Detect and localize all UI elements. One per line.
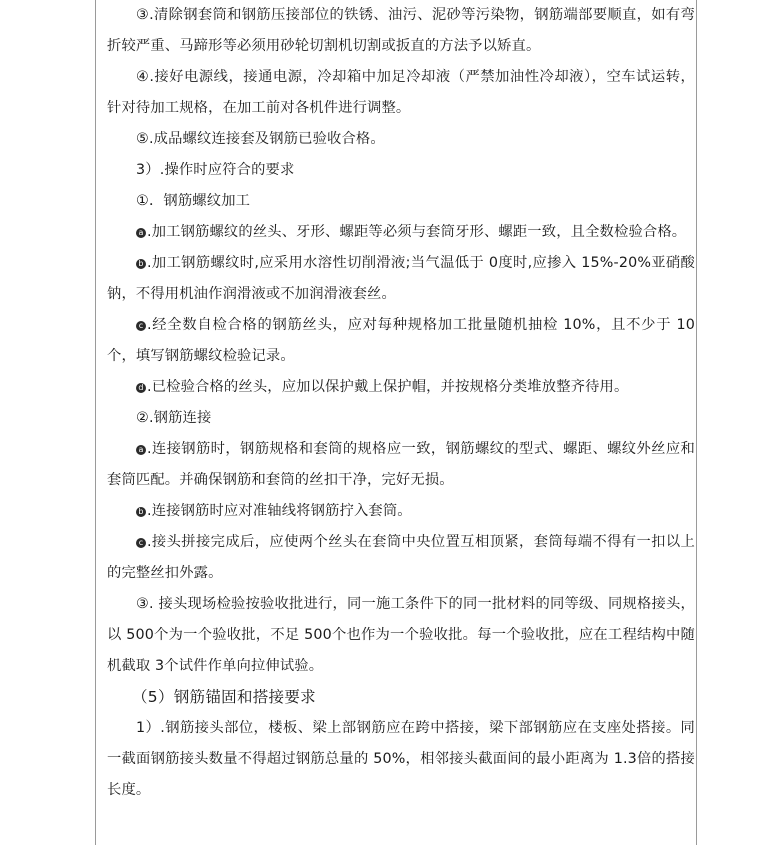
paragraph-processing-c: c .经全数自检合格的钢筋丝头，应对每种规格加工批量随机抽检 10%，且不少于 10个，填写钢筋螺纹检验记录。 — [107, 317, 695, 364]
bullet-marker-icon: d — [136, 383, 146, 393]
bullet-marker-icon: c — [136, 321, 146, 331]
bullet-marker-icon: a — [136, 445, 146, 455]
subheading-operation-requirements: 3）.操作时应符合的要求 — [136, 162, 295, 178]
subheading-rebar-connection: ②.钢筋连接 — [136, 410, 212, 426]
paragraph-processing-d: d .已检验合格的丝头，应加以保护戴上保护帽，并按规格分类堆放整齐待用。 — [107, 372, 695, 403]
bullet-marker-icon: b — [136, 507, 146, 517]
paragraph-processing-b: b .加工钢筋螺纹时,应采用水溶性切削滑液;当气温低于 0度时,应掺入 15%-20%亚硝酸钠，不得用机油作润滑液或不加润滑液套丝。 — [107, 255, 695, 302]
bullet-marker-icon: b — [136, 259, 146, 269]
bullet-marker-icon: c — [136, 538, 146, 548]
subheading-thread-processing: ①．钢筋螺纹加工 — [136, 193, 251, 209]
paragraph-5: ⑤.成品螺纹连接套及钢筋已验收合格。 — [136, 131, 385, 147]
paragraph-joint-location: 1）.钢筋接头部位，楼板、梁上部钢筋应在跨中搭接，梁下部钢筋应在支座处搭接。同一截面钢筋接头数量不得超过钢筋总量的 50%，相邻接头截面间的最小距离为 1.3倍的搭接长度。 — [107, 720, 695, 798]
paragraph-connection-a: a .连接钢筋时，钢筋规格和套筒的规格应一致，钢筋螺纹的型式、螺距、螺纹外丝应和套筒匹配。并确保钢筋和套筒的丝扣干净，完好无损。 — [107, 441, 695, 488]
paragraph-site-inspection: ③. 接头现场检验按验收批进行，同一施工条件下的同一批材料的同等级、同规格接头，以 500个为一个验收批，不足 500个也作为一个验收批。每一个验收批，应在工程结构中随机截取 3个试件作单向拉伸试验。 — [107, 596, 695, 674]
document-body — [107, 0, 695, 806]
section-heading: （5）钢筋锚固和搭接要求 — [132, 688, 316, 706]
paragraph-3: ③.清除钢套筒和钢筋压接部位的铁锈、油污、泥砂等污染物，钢筋端部要顺直，如有弯折较严重、马蹄形等必须用砂轮切割机切割或扳直的方法予以矫直。 — [107, 7, 695, 54]
bullet-marker-icon: a — [136, 228, 146, 238]
page-left-edge — [95, 0, 96, 845]
paragraph-connection-b: b .连接钢筋时应对准轴线将钢筋拧入套筒。 — [107, 496, 695, 527]
page-right-edge — [696, 0, 697, 845]
paragraph-4: ④.接好电源线，接通电源，冷却箱中加足冷却液（严禁加油性冷却液），空车试运转，针对待加工规格，在加工前对各机件进行调整。 — [107, 69, 695, 116]
paragraph-connection-c: c .接头拼接完成后，应使两个丝头在套筒中央位置互相顶紧，套筒每端不得有一扣以上的完整丝扣外露。 — [107, 534, 695, 581]
paragraph-processing-a: a .加工钢筋螺纹的丝头、牙形、螺距等必须与套筒牙形、螺距一致，且全数检验合格。 — [107, 217, 695, 248]
